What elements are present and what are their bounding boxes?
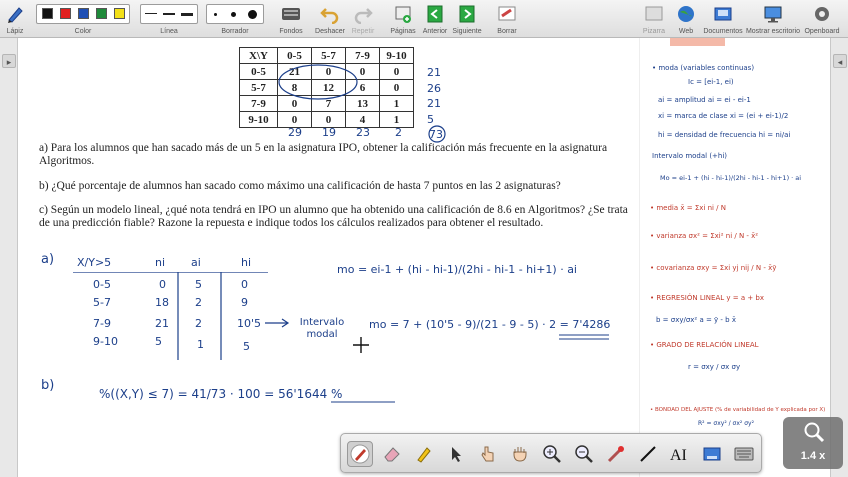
- percentage-calculation: %((X,Y) ≤ 7) = 41/73 · 100 = 56'1644 %: [99, 387, 343, 401]
- backgrounds-label: Fondos: [279, 28, 303, 35]
- notes-cell: 0: [159, 278, 166, 291]
- line-thin[interactable]: [145, 13, 157, 14]
- show-desktop-button[interactable]: [762, 3, 784, 25]
- table-cell: 0: [346, 64, 380, 80]
- color-label: Color: [74, 28, 92, 35]
- drawing-toolbar: [340, 433, 762, 473]
- question-b: b) ¿Qué porcentaje de alumnos han sacado como máximo una calificación de hasta 7 puntos en las 2 asignaturas?: [39, 180, 561, 192]
- table-cell: 0: [312, 64, 346, 80]
- table-cell: 0-5: [278, 48, 312, 64]
- interact-hand-button[interactable]: [475, 441, 501, 467]
- line-tool-button[interactable]: [635, 441, 661, 467]
- eraser-button[interactable]: [379, 441, 405, 467]
- color-swatch-green[interactable]: [96, 8, 107, 19]
- formula-line: xi = marca de clase xi = (ei + ei-1)/2: [658, 112, 789, 120]
- answer-b-label: b): [41, 378, 55, 393]
- left-panel-strip: [0, 38, 18, 477]
- camera-capture-icon: [702, 444, 722, 464]
- formula-line: • moda (variables continuas): [652, 64, 755, 72]
- notes-cell: 5-7: [93, 296, 111, 309]
- formula-line: Intervalo modal (+hi): [652, 152, 728, 160]
- pen-icon: [5, 4, 25, 24]
- clear-page-button[interactable]: [496, 3, 518, 25]
- redo-label: Repetir: [351, 28, 375, 35]
- selector-button[interactable]: [443, 441, 469, 467]
- laser-pointer-icon: [606, 444, 626, 464]
- keyboard-icon: [734, 447, 754, 461]
- undo-icon: [320, 4, 340, 24]
- web-label: Web: [678, 28, 694, 35]
- capture-button[interactable]: [699, 441, 725, 467]
- text-tool-button[interactable]: [667, 441, 693, 467]
- monitor-icon: [763, 4, 783, 24]
- formula-sheet-tab: [670, 38, 725, 46]
- row-total: 26: [427, 82, 441, 95]
- zoom-in-icon: [542, 444, 562, 464]
- formula-line: ai = amplitud ai = ei - ei-1: [658, 96, 751, 104]
- pen-label: Lápiz: [6, 28, 24, 35]
- hand-icon: [510, 444, 530, 464]
- result-underline-b: [331, 399, 397, 405]
- question-c: c) Según un modelo lineal, ¿qué nota tendrá en IPO un alumno que ha obtenido una calificación de 8.6 en Algoritmos? ¿Se trata de una predicción fiable? Razone la repuesta e indique todos los cálculos realizados para obtener el resultado.: [39, 204, 628, 229]
- table-cell: X\Y: [240, 48, 278, 64]
- table-cell: 4: [346, 112, 380, 128]
- crosshair-cursor-icon: [353, 337, 369, 353]
- next-label: Siguiente: [452, 28, 482, 35]
- previous-page-icon: [426, 4, 444, 24]
- formula-line: • GRADO DE RELACIÓN LINEAL: [650, 341, 759, 349]
- notes-cell: 7-9: [93, 317, 111, 330]
- notes-header: ni: [155, 256, 166, 269]
- answer-a-label: a): [41, 252, 55, 267]
- zoom-level: 1.4 x: [800, 450, 826, 462]
- keyboard-icon: [281, 6, 301, 22]
- formula-line: • varianza σx² = Σxi² ni / N - x̄²: [650, 232, 759, 240]
- redo-button[interactable]: [352, 3, 374, 25]
- arrow-icon: [265, 318, 291, 328]
- table-cell: 8: [278, 80, 312, 96]
- row-total: 21: [427, 97, 441, 110]
- notes-cell: 5: [195, 278, 202, 291]
- color-swatch-blue[interactable]: [78, 8, 89, 19]
- column-total: 29: [288, 126, 302, 139]
- row-total: 5: [427, 113, 434, 126]
- highlighter-icon: [414, 444, 434, 464]
- cursor-arrow-icon: [446, 444, 466, 464]
- previous-page-button[interactable]: [424, 3, 446, 25]
- zoom-out-button[interactable]: [571, 441, 597, 467]
- color-swatch-black[interactable]: [42, 8, 53, 19]
- zoom-in-button[interactable]: [539, 441, 565, 467]
- formula-line: • BONDAD DEL AJUSTE (% de variabilidad de Y explicada por X): [650, 407, 826, 413]
- svg-text:AI: AI: [670, 447, 687, 464]
- next-page-button[interactable]: [456, 3, 478, 25]
- table-cell: 0: [278, 112, 312, 128]
- notes-cell: 9: [241, 296, 248, 309]
- globe-icon: [676, 4, 696, 24]
- pen-draw-button[interactable]: [347, 441, 373, 467]
- table-cell: 12: [312, 80, 346, 96]
- text-icon: [669, 444, 691, 464]
- undo-label: Deshacer: [315, 28, 345, 35]
- board-label: Pizarra: [642, 28, 666, 35]
- color-swatch-red[interactable]: [60, 8, 71, 19]
- table-cell: 6: [346, 80, 380, 96]
- undo-button[interactable]: [319, 3, 341, 25]
- notes-cell: 10'5: [237, 317, 262, 330]
- next-page-icon: [458, 4, 476, 24]
- table-cell: 0: [380, 64, 414, 80]
- notes-cell: 21: [155, 317, 169, 330]
- column-total: 19: [322, 126, 336, 139]
- table-cell: 9-10: [380, 48, 414, 64]
- notes-cell: 1: [197, 338, 204, 351]
- formula-line: Mo = ei-1 + (hi - hi-1)/(2hi - hi-1 - hi+1) · ai: [660, 174, 802, 182]
- virtual-keyboard-button[interactable]: [731, 441, 757, 467]
- eraser-small[interactable]: [214, 13, 217, 16]
- eraser-icon: [382, 444, 402, 464]
- mode-formula: mo = ei-1 + (hi - hi-1)/(2hi - hi-1 - hi+1) · ai: [337, 263, 577, 276]
- pen-icon: [350, 444, 370, 464]
- formula-line: hi = densidad de frecuencia hi = ni/ai: [658, 131, 791, 139]
- mode-calculation: mo = 7 + (10'5 - 9)/(21 - 9 - 5) · 2 = 7'4286: [369, 318, 611, 331]
- table-cell: 5-7: [312, 48, 346, 64]
- table-cell: 21: [278, 64, 312, 80]
- notes-cell: 18: [155, 296, 169, 309]
- table-cell: 13: [346, 96, 380, 112]
- table-cell: 1: [380, 112, 414, 128]
- board-page: [19, 38, 829, 477]
- web-button[interactable]: [675, 3, 697, 25]
- documents-icon: [713, 4, 733, 24]
- modal-interval-note: Intervalo modal: [299, 317, 345, 340]
- table-cell: 5-7: [240, 80, 278, 96]
- right-panel-toggle[interactable]: ◂: [833, 54, 847, 68]
- notes-cell: 5: [155, 335, 162, 348]
- table-cell: 0-5: [240, 64, 278, 80]
- top-toolbar: [0, 0, 848, 38]
- formula-line: b = σxy/σx² a = ȳ - b x̄: [656, 316, 736, 324]
- formula-line: • media x̄ = Σxi ni / N: [650, 204, 727, 212]
- notes-cell: 0: [241, 278, 248, 291]
- handwritten-selection-ellipse: [277, 63, 359, 101]
- board-icon: [644, 4, 664, 24]
- formula-sheet: [639, 38, 829, 477]
- line-thick[interactable]: [181, 13, 193, 16]
- notes-header: hi: [241, 256, 252, 269]
- result-underline: [559, 333, 611, 341]
- column-total: 23: [356, 126, 370, 139]
- table-cell: 7-9: [346, 48, 380, 64]
- line-label: Línea: [160, 28, 178, 35]
- formula-line: R² = σxy² / σx² σy²: [698, 420, 754, 427]
- clear-page-icon: [497, 4, 517, 24]
- gear-icon: [812, 4, 832, 24]
- pointing-hand-icon: [478, 444, 498, 464]
- formula-line: r = σxy / σx σy: [688, 363, 741, 371]
- clear-label: Borrar: [497, 28, 517, 35]
- pages-label: Páginas: [390, 28, 416, 35]
- formula-line: • covarianza σxy = Σxi yj nij / N - x̄ȳ: [650, 264, 777, 272]
- notes-cell: 5: [243, 340, 250, 353]
- pages-button[interactable]: [392, 3, 414, 25]
- desktop-label: Mostrar escritorio: [745, 28, 801, 35]
- table-cell: 7: [312, 96, 346, 112]
- openboard-label: Openboard: [804, 28, 840, 35]
- notes-cell: 0-5: [93, 278, 111, 291]
- magnifier-icon: [803, 421, 825, 443]
- formula-line: • REGRESIÓN LINEAL y = a + bx: [650, 294, 765, 302]
- notes-header: X/Y>5: [77, 256, 112, 269]
- eraser-label: Borrador: [221, 28, 249, 35]
- right-panel-strip: [830, 38, 848, 477]
- pen-tool-button[interactable]: [4, 3, 26, 25]
- notes-cell: 2: [195, 296, 202, 309]
- grand-total: 73: [429, 128, 443, 141]
- pan-hand-button[interactable]: [507, 441, 533, 467]
- table-cell: 9-10: [240, 112, 278, 128]
- table-cell: 1: [380, 96, 414, 112]
- eraser-large[interactable]: [248, 10, 257, 19]
- left-panel-toggle[interactable]: ▸: [2, 54, 16, 68]
- question-a: a) Para los alumnos que han sacado más de un 5 en la asignatura IPO, obtener la calificación más frecuente en la asignatura Algoritmos.: [39, 142, 608, 167]
- backgrounds-button[interactable]: [280, 3, 302, 25]
- table-cell: 0: [380, 80, 414, 96]
- eraser-medium[interactable]: [231, 12, 236, 17]
- redo-icon: [353, 4, 373, 24]
- row-total: 21: [427, 66, 441, 79]
- add-page-icon: [393, 4, 413, 24]
- zoom-indicator[interactable]: [783, 417, 843, 469]
- formula-line: Ic = [ei-1, ei): [688, 78, 734, 86]
- board-button[interactable]: [643, 3, 665, 25]
- table-header-row: [240, 48, 414, 64]
- color-swatch-yellow[interactable]: [114, 8, 125, 19]
- openboard-menu-button[interactable]: [811, 3, 833, 25]
- documents-label: Documentos: [703, 28, 743, 35]
- previous-label: Anterior: [422, 28, 448, 35]
- documents-button[interactable]: [712, 3, 734, 25]
- table-cell: 0: [278, 96, 312, 112]
- highlighter-button[interactable]: [411, 441, 437, 467]
- table-cell: 0: [312, 112, 346, 128]
- column-total: 2: [395, 126, 402, 139]
- line-medium[interactable]: [163, 13, 175, 15]
- laser-pointer-button[interactable]: [603, 441, 629, 467]
- notes-cell: 2: [195, 317, 202, 330]
- zoom-out-icon: [574, 444, 594, 464]
- notes-cell: 9-10: [93, 335, 118, 348]
- notes-header: ai: [191, 256, 201, 269]
- line-icon: [638, 444, 658, 464]
- table-cell: 7-9: [240, 96, 278, 112]
